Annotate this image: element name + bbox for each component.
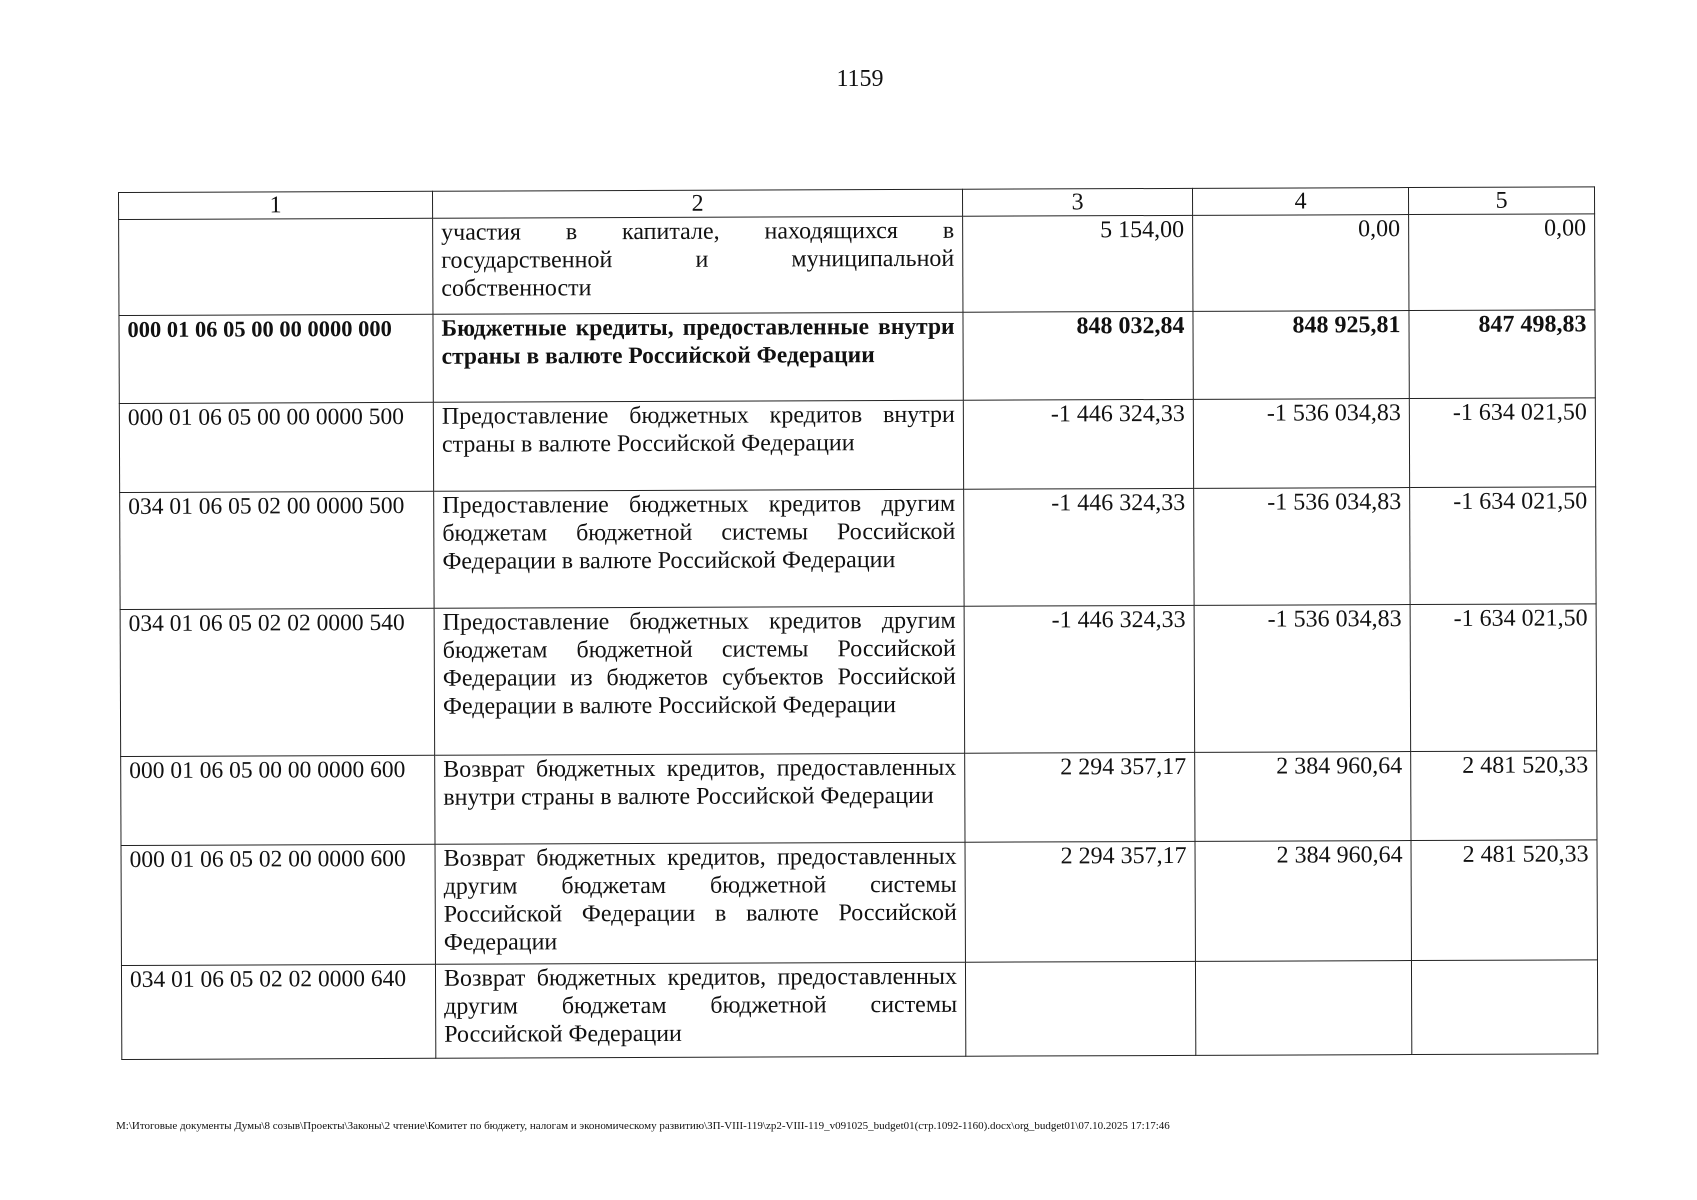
row-name: Бюджетные кредиты, предоставленные внутри страны в валюте Российской Федерации — [433, 312, 963, 402]
budget-table — [118, 186, 1598, 1060]
row-value-year2: -1 536 034,83 — [1194, 488, 1410, 606]
row-code: 034 01 06 05 02 02 0000 540 — [120, 608, 435, 756]
row-value-year3 — [1411, 960, 1597, 1055]
table-row — [121, 960, 1597, 1060]
row-name: Возврат бюджетных кредитов, предоставленных внутри страны в валюте Российской Федерации — [435, 753, 965, 844]
row-value-year1 — [965, 961, 1195, 1056]
column-header-4: 4 — [1192, 188, 1408, 216]
row-value-year3: -1 634 021,50 — [1410, 487, 1596, 605]
row-value-year1: -1 446 324,33 — [964, 605, 1195, 753]
row-value-year1: 5 154,00 — [963, 215, 1193, 312]
row-name: Возврат бюджетных кредитов, предоставленных другим бюджетам бюджетной системы Российской Федерации — [435, 962, 965, 1058]
row-code: 000 01 06 05 02 00 0000 600 — [121, 844, 435, 965]
column-header-5: 5 — [1408, 187, 1594, 215]
row-value-year2 — [1195, 961, 1411, 1056]
row-value-year3: 2 481 520,33 — [1411, 840, 1597, 961]
table-row — [119, 398, 1595, 493]
page-number: 1159 — [836, 66, 884, 92]
row-value-year1: -1 446 324,33 — [964, 488, 1194, 606]
row-value-year1: 848 032,84 — [963, 311, 1193, 400]
row-value-year3: 0,00 — [1409, 214, 1595, 311]
row-value-year3: -1 634 021,50 — [1410, 604, 1597, 752]
row-code: 034 01 06 05 02 00 0000 500 — [120, 491, 434, 609]
row-name: Предоставление бюджетных кредитов другим бюджетам бюджетной системы Российской Федерации из бюджетов субъектов Российской Федерации в валюте Российской Федерации — [434, 606, 965, 755]
row-code: 000 01 06 05 00 00 0000 500 — [119, 402, 433, 492]
row-value-year3: -1 634 021,50 — [1409, 398, 1595, 488]
row-value-year2: -1 536 034,83 — [1193, 399, 1409, 489]
row-value-year2: -1 536 034,83 — [1194, 605, 1411, 753]
column-header-2: 2 — [432, 189, 962, 218]
row-value-year3: 847 498,83 — [1409, 310, 1595, 399]
row-value-year2: 0,00 — [1193, 215, 1409, 312]
row-value-year2: 848 925,81 — [1193, 311, 1409, 400]
row-value-year3: 2 481 520,33 — [1411, 751, 1597, 841]
file-path-footer: М:\Итоговые документы Думы\8 созыв\Проекты\Законы\2 чтение\Комитет по бюджету, налогам и экономическому развитию\ЗП-VIII-119\zp2-VIII-119_v091025_budget01(стр.1092-1160).docx\org_budget01\07.10.2025 17:17:46 — [116, 1120, 1170, 1132]
row-code: 000 01 06 05 00 00 0000 000 — [119, 314, 433, 403]
table-row — [121, 840, 1597, 966]
table-row — [120, 487, 1596, 610]
table-row — [119, 310, 1595, 404]
table-row — [119, 214, 1595, 316]
table-row — [121, 751, 1597, 846]
row-name: участия в капитале, находящихся в государственной и муниципальной собственности — [433, 216, 963, 314]
row-code: 000 01 06 05 00 00 0000 600 — [121, 755, 435, 845]
row-name: Возврат бюджетных кредитов, предоставленных другим бюджетам бюджетной системы Российской Федерации в валюте Российской Федерации — [435, 842, 965, 964]
row-value-year2: 2 384 960,64 — [1195, 752, 1411, 842]
row-name: Предоставление бюджетных кредитов внутри страны в валюте Российской Федерации — [433, 400, 963, 491]
row-value-year1: -1 446 324,33 — [963, 399, 1193, 489]
table-row — [120, 604, 1597, 757]
row-code — [119, 218, 433, 315]
row-value-year2: 2 384 960,64 — [1195, 841, 1411, 962]
row-name: Предоставление бюджетных кредитов другим бюджетам бюджетной системы Российской Федерации в валюте Российской Федерации — [434, 489, 964, 608]
row-code: 034 01 06 05 02 02 0000 640 — [121, 964, 435, 1059]
row-value-year1: 2 294 357,17 — [965, 841, 1195, 962]
column-header-1: 1 — [119, 191, 433, 219]
row-value-year1: 2 294 357,17 — [965, 752, 1195, 842]
column-header-3: 3 — [962, 188, 1192, 216]
